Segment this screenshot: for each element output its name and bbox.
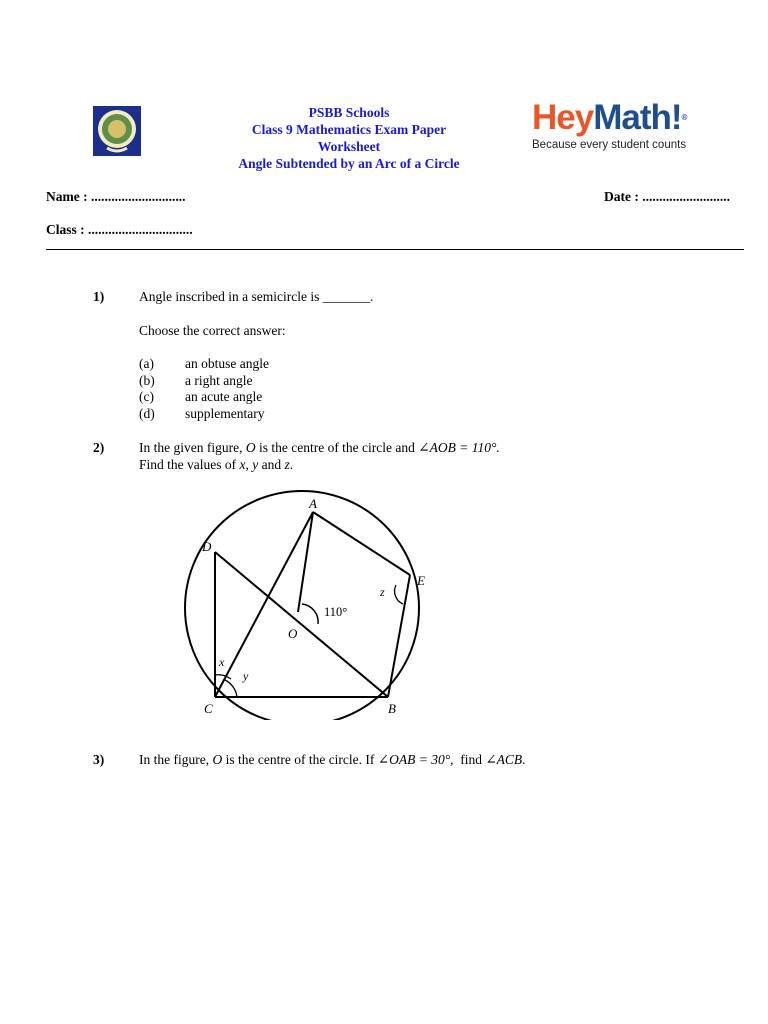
question-2-number: 2) bbox=[93, 440, 105, 455]
worksheet-header bbox=[200, 104, 498, 172]
option-c[interactable]: (c) an acute angle bbox=[139, 389, 263, 404]
class-field[interactable]: Class : ............................... bbox=[46, 222, 193, 237]
label-z: z bbox=[380, 585, 385, 599]
question-1-prompt: Choose the correct answer: bbox=[139, 323, 286, 338]
label-y: y bbox=[243, 669, 249, 683]
label-110: 110° bbox=[324, 605, 348, 619]
label-e: E bbox=[417, 573, 425, 588]
option-a[interactable]: (a) an obtuse angle bbox=[139, 356, 269, 371]
name-field[interactable]: Name : ............................ bbox=[46, 189, 186, 204]
label-x: x bbox=[219, 655, 225, 669]
segment-ae bbox=[313, 512, 410, 575]
date-field[interactable]: Date : .......................... bbox=[604, 189, 730, 204]
question-2-line-2: Find the values of x, y and z. bbox=[139, 457, 294, 472]
option-d[interactable]: (d) supplementary bbox=[139, 405, 265, 421]
angle-aob-arc bbox=[302, 604, 318, 624]
segment-eb bbox=[388, 575, 410, 697]
worksheet-label: Worksheet bbox=[317, 139, 381, 154]
header-divider bbox=[46, 249, 744, 250]
label-b: B bbox=[388, 701, 396, 716]
question-1-text: Angle inscribed in a semicircle is _______. bbox=[139, 289, 374, 304]
label-o: O bbox=[288, 626, 298, 641]
option-b[interactable]: (b) a right angle bbox=[139, 372, 253, 388]
question-3-text: In the figure, O is the centre of the circle. If ∠OAB = 30°, find ∠ACB. bbox=[139, 752, 526, 767]
heymath-wordmark: HeyMath!® bbox=[532, 98, 687, 137]
circle-figure bbox=[170, 490, 440, 720]
question-2-line-1: In the given figure, O is the centre of the circle and ∠AOB = 110°. bbox=[139, 440, 500, 455]
worksheet-topic: Angle Subtended by an Arc of a Circle bbox=[238, 156, 460, 171]
label-c: C bbox=[204, 701, 213, 716]
question-1-options bbox=[139, 356, 269, 422]
school-name: PSBB Schools bbox=[308, 105, 390, 120]
exam-paper-title: Class 9 Mathematics Exam Paper bbox=[251, 122, 447, 137]
segment-db bbox=[215, 552, 388, 697]
school-logo bbox=[93, 106, 141, 156]
label-a: A bbox=[309, 496, 317, 511]
heymath-logo bbox=[532, 100, 686, 151]
label-d: D bbox=[202, 539, 212, 554]
angle-y-arc bbox=[225, 680, 237, 697]
heymath-tagline: Because every student counts bbox=[532, 139, 687, 151]
question-3-number: 3) bbox=[93, 752, 105, 767]
angle-x-arc bbox=[215, 675, 231, 679]
question-1-number: 1) bbox=[93, 289, 105, 304]
angle-z-arc bbox=[395, 585, 403, 604]
